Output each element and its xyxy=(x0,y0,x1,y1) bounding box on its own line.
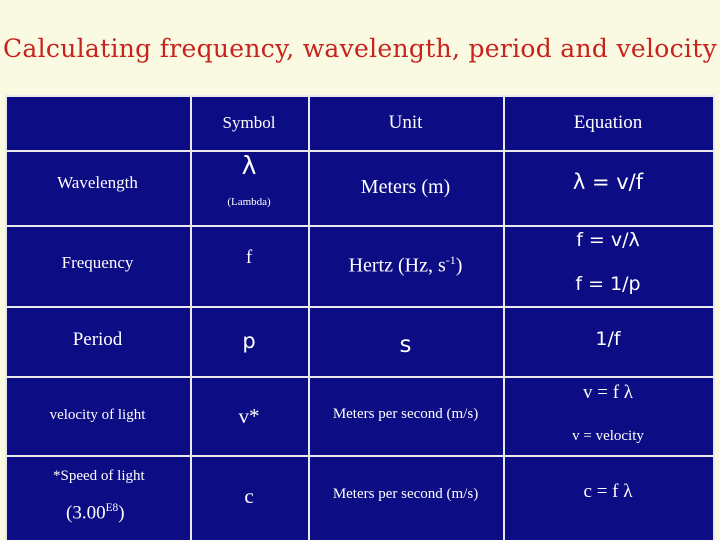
equation-wavelength: λ = v/f xyxy=(572,170,644,194)
equation-velocity-note: v = velocity xyxy=(572,428,644,444)
grid-line xyxy=(5,306,715,308)
unit-speed-of-light: Meters per second (m/s) xyxy=(332,486,479,502)
equation-velocity: v = f λ xyxy=(582,382,633,403)
row-label-velocity: velocity of light xyxy=(49,407,146,423)
equation-frequency: f = v/λ xyxy=(576,229,640,251)
equation-frequency-alt: f = 1/p xyxy=(575,273,641,295)
grid-line xyxy=(5,95,715,97)
symbol-v: v* xyxy=(238,404,260,428)
unit-wavelength: Meters (m) xyxy=(360,176,451,198)
equation-speed-of-light: c = f λ xyxy=(583,481,633,502)
unit-period: s xyxy=(399,332,412,358)
symbol-note-lambda: (Lambda) xyxy=(227,196,271,208)
header-unit: Unit xyxy=(388,112,423,133)
unit-frequency: Hertz (Hz, $s^{-1}$) xyxy=(348,253,463,277)
equation-period: 1/f xyxy=(595,328,621,350)
row-label-frequency: Frequency xyxy=(61,253,134,272)
grid-line xyxy=(5,225,715,227)
grid-line xyxy=(713,95,715,540)
header-symbol: Symbol xyxy=(222,113,276,132)
symbol-f: f xyxy=(245,247,253,268)
symbol-c: c xyxy=(244,484,254,508)
symbol-p: p xyxy=(242,329,256,353)
row-label-speed-of-light: *Speed of light xyxy=(53,468,145,484)
slide-title: Calculating frequency, wavelength, period and velocity xyxy=(2,34,717,63)
row-label-wavelength: Wavelength xyxy=(57,173,138,192)
grid-line xyxy=(503,95,505,540)
unit-velocity: Meters per second (m/s) xyxy=(332,406,479,422)
header-equation: Equation xyxy=(573,112,643,133)
grid-line xyxy=(5,455,715,457)
grid-line xyxy=(308,95,310,540)
grid-line xyxy=(5,150,715,152)
row-sublabel-speed-value: $(3.00^{E8})$ xyxy=(66,502,125,524)
data-table xyxy=(5,95,715,540)
grid-line xyxy=(5,376,715,378)
symbol-lambda: λ xyxy=(241,151,257,180)
row-label-period: Period xyxy=(72,329,123,350)
